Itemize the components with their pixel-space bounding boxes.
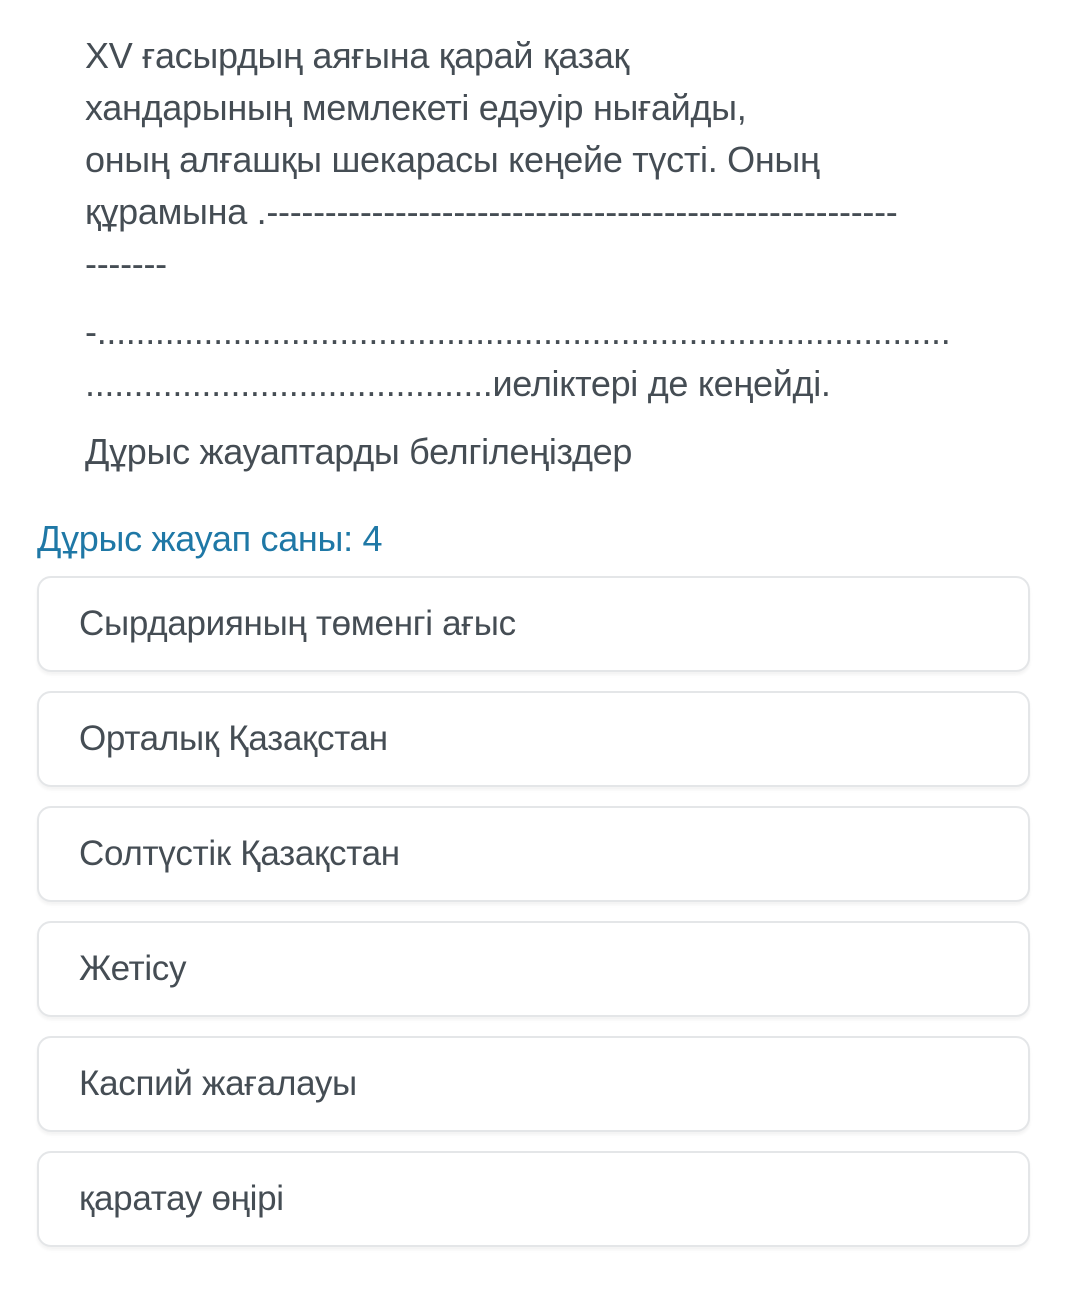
answer-option[interactable]	[37, 691, 1030, 787]
answer-option-label: қаратау өңірі	[79, 1179, 284, 1218]
question-blank-dashes: құрамына .------------------------------------------------------	[85, 191, 898, 232]
answer-option[interactable]	[37, 1036, 1030, 1132]
answer-option-label: Сырдарияның төменгі ағыс	[79, 604, 516, 643]
correct-answer-count: Дұрыс жауап саны: 4	[37, 518, 383, 559]
options-list	[37, 576, 1030, 1247]
question-text	[85, 30, 1017, 478]
question-text-line: хандарының мемлекеті едәуір нығайды,	[85, 87, 747, 128]
question-instruction: Дұрыс жауаптарды белгілеңіздер	[85, 431, 633, 472]
question-blank-dashes: -------	[85, 243, 167, 284]
answer-option[interactable]	[37, 1151, 1030, 1247]
question-blank-dots-line: ..........................................иеліктері де кеңейді.	[85, 363, 831, 404]
answer-option-label: Орталық Қазақстан	[79, 719, 388, 758]
answer-option-label: Жетісу	[79, 949, 187, 988]
question-text-line: XV ғасырдың аяғына қарай қазақ	[85, 35, 630, 76]
answer-option[interactable]	[37, 806, 1030, 902]
answer-option[interactable]	[37, 921, 1030, 1017]
answer-option[interactable]	[37, 576, 1030, 672]
answer-option-label: Каспий жағалауы	[79, 1064, 357, 1103]
question-text-line: оның алғашқы шекарасы кеңейе түсті. Оның	[85, 139, 820, 180]
question-blank-dots-line: -........................................................................................	[85, 311, 951, 352]
question-blank-dotted	[85, 306, 1017, 410]
answer-option-label: Солтүстік Қазақстан	[79, 834, 400, 873]
